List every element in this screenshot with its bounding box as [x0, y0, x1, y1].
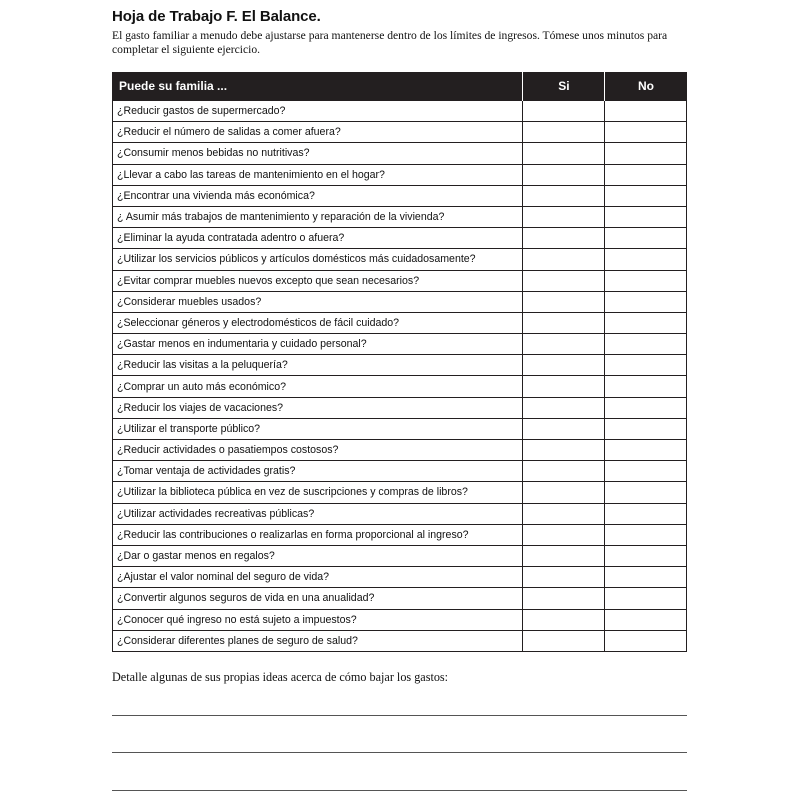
yes-answer-cell[interactable] — [523, 376, 605, 397]
table-row — [113, 143, 687, 164]
question-cell: ¿Utilizar el transporte público? — [113, 418, 523, 439]
yes-answer-cell[interactable] — [523, 185, 605, 206]
yes-answer-cell[interactable] — [523, 312, 605, 333]
yes-answer-cell[interactable] — [523, 228, 605, 249]
table-row — [113, 503, 687, 524]
table-row — [113, 567, 687, 588]
yes-answer-cell[interactable] — [523, 291, 605, 312]
header-no: No — [605, 72, 687, 101]
question-cell: ¿Utilizar los servicios públicos y artículos domésticos más cuidadosamente? — [113, 249, 523, 270]
yes-answer-cell[interactable] — [523, 545, 605, 566]
question-cell: ¿Considerar diferentes planes de seguro de salud? — [113, 630, 523, 651]
no-answer-cell[interactable] — [605, 397, 687, 418]
question-cell: ¿Encontrar una vivienda más económica? — [113, 185, 523, 206]
no-answer-cell[interactable] — [605, 312, 687, 333]
yes-answer-cell[interactable] — [523, 143, 605, 164]
no-answer-cell[interactable] — [605, 567, 687, 588]
yes-answer-cell[interactable] — [523, 206, 605, 227]
no-answer-cell[interactable] — [605, 270, 687, 291]
no-answer-cell[interactable] — [605, 122, 687, 143]
yes-answer-cell[interactable] — [523, 397, 605, 418]
no-answer-cell[interactable] — [605, 249, 687, 270]
table-row — [113, 228, 687, 249]
yes-answer-cell[interactable] — [523, 440, 605, 461]
question-cell: ¿Comprar un auto más económico? — [113, 376, 523, 397]
table-row — [113, 588, 687, 609]
no-answer-cell[interactable] — [605, 503, 687, 524]
no-answer-cell[interactable] — [605, 185, 687, 206]
table-row — [113, 270, 687, 291]
no-answer-cell[interactable] — [605, 206, 687, 227]
table-row — [113, 355, 687, 376]
question-cell: ¿Convertir algunos seguros de vida en una anualidad? — [113, 588, 523, 609]
table-row — [113, 206, 687, 227]
yes-answer-cell[interactable] — [523, 482, 605, 503]
table-row — [113, 249, 687, 270]
expense-checklist-table — [112, 72, 687, 652]
table-row — [113, 122, 687, 143]
no-answer-cell[interactable] — [605, 524, 687, 545]
no-answer-cell[interactable] — [605, 101, 687, 122]
table-header-row — [113, 72, 687, 101]
question-cell: ¿Conocer qué ingreso no está sujeto a impuestos? — [113, 609, 523, 630]
no-answer-cell[interactable] — [605, 228, 687, 249]
question-cell: ¿Consumir menos bebidas no nutritivas? — [113, 143, 523, 164]
yes-answer-cell[interactable] — [523, 524, 605, 545]
answer-line-1[interactable] — [112, 715, 687, 716]
question-cell: ¿Reducir las visitas a la peluquería? — [113, 355, 523, 376]
header-yes: Si — [523, 72, 605, 101]
table-row — [113, 376, 687, 397]
no-answer-cell[interactable] — [605, 630, 687, 651]
question-cell: ¿Reducir los viajes de vacaciones? — [113, 397, 523, 418]
answer-line-2[interactable] — [112, 752, 687, 753]
no-answer-cell[interactable] — [605, 355, 687, 376]
question-cell: ¿Utilizar actividades recreativas públicas? — [113, 503, 523, 524]
question-cell: ¿Reducir actividades o pasatiempos costosos? — [113, 440, 523, 461]
question-cell: ¿Evitar comprar muebles nuevos excepto que sean necesarios? — [113, 270, 523, 291]
no-answer-cell[interactable] — [605, 461, 687, 482]
table-row — [113, 461, 687, 482]
yes-answer-cell[interactable] — [523, 630, 605, 651]
no-answer-cell[interactable] — [605, 143, 687, 164]
table-row — [113, 440, 687, 461]
yes-answer-cell[interactable] — [523, 249, 605, 270]
question-cell: ¿Ajustar el valor nominal del seguro de vida? — [113, 567, 523, 588]
header-question: Puede su familia ... — [113, 72, 523, 101]
worksheet-page — [112, 6, 687, 684]
table-body — [113, 101, 687, 652]
table-row — [113, 291, 687, 312]
question-cell: ¿Llevar a cabo las tareas de mantenimiento en el hogar? — [113, 164, 523, 185]
table-row — [113, 397, 687, 418]
question-cell: ¿ Asumir más trabajos de mantenimiento y reparación de la vivienda? — [113, 206, 523, 227]
no-answer-cell[interactable] — [605, 291, 687, 312]
question-cell: ¿Tomar ventaja de actividades gratis? — [113, 461, 523, 482]
answer-line-3[interactable] — [112, 790, 687, 791]
no-answer-cell[interactable] — [605, 545, 687, 566]
no-answer-cell[interactable] — [605, 418, 687, 439]
yes-answer-cell[interactable] — [523, 461, 605, 482]
question-cell: ¿Eliminar la ayuda contratada adentro o afuera? — [113, 228, 523, 249]
question-cell: ¿Reducir gastos de supermercado? — [113, 101, 523, 122]
question-cell: ¿Seleccionar géneros y electrodomésticos de fácil cuidado? — [113, 312, 523, 333]
no-answer-cell[interactable] — [605, 376, 687, 397]
question-cell: ¿Utilizar la biblioteca pública en vez de suscripciones y compras de libros? — [113, 482, 523, 503]
no-answer-cell[interactable] — [605, 588, 687, 609]
yes-answer-cell[interactable] — [523, 609, 605, 630]
question-cell: ¿Gastar menos en indumentaria y cuidado personal? — [113, 334, 523, 355]
question-cell: ¿Considerar muebles usados? — [113, 291, 523, 312]
no-answer-cell[interactable] — [605, 482, 687, 503]
question-cell: ¿Dar o gastar menos en regalos? — [113, 545, 523, 566]
yes-answer-cell[interactable] — [523, 164, 605, 185]
table-row — [113, 101, 687, 122]
table-row — [113, 418, 687, 439]
table-row — [113, 609, 687, 630]
table-row — [113, 524, 687, 545]
yes-answer-cell[interactable] — [523, 588, 605, 609]
yes-answer-cell[interactable] — [523, 334, 605, 355]
no-answer-cell[interactable] — [605, 164, 687, 185]
worksheet-title: Hoja de Trabajo F. El Balance. — [112, 8, 321, 25]
yes-answer-cell[interactable] — [523, 355, 605, 376]
question-cell: ¿Reducir el número de salidas a comer afuera? — [113, 122, 523, 143]
yes-answer-cell[interactable] — [523, 270, 605, 291]
table-row — [113, 334, 687, 355]
yes-answer-cell[interactable] — [523, 567, 605, 588]
yes-answer-cell[interactable] — [523, 122, 605, 143]
table-row — [113, 164, 687, 185]
no-answer-cell[interactable] — [605, 334, 687, 355]
table-row — [113, 312, 687, 333]
table-row — [113, 482, 687, 503]
table-row — [113, 185, 687, 206]
intro-paragraph: El gasto familiar a menudo debe ajustarse para mantenerse dentro de los límites de ingresos. Tómese unos minutos para completar el siguiente ejercicio. — [112, 29, 668, 56]
table-row — [113, 630, 687, 651]
no-answer-cell[interactable] — [605, 609, 687, 630]
question-cell: ¿Reducir las contribuciones o realizarlas en forma proporcional al ingreso? — [113, 524, 523, 545]
table-row — [113, 545, 687, 566]
no-answer-cell[interactable] — [605, 440, 687, 461]
yes-answer-cell[interactable] — [523, 418, 605, 439]
yes-answer-cell[interactable] — [523, 101, 605, 122]
ideas-prompt: Detalle algunas de sus propias ideas acerca de cómo bajar los gastos: — [112, 670, 449, 684]
yes-answer-cell[interactable] — [523, 503, 605, 524]
